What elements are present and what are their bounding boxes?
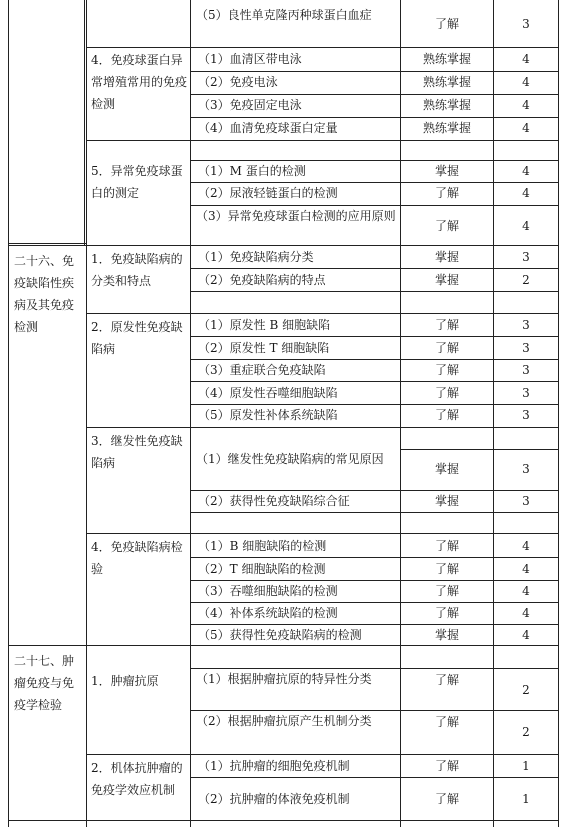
row-divider (190, 268, 559, 269)
column-divider (84, 0, 85, 245)
grade-text: 3 (522, 386, 530, 400)
level-text: 了解 (434, 562, 459, 576)
row-divider (190, 291, 559, 292)
column-divider (86, 0, 87, 827)
item-text: （2）T 细胞缺陷的检测 (198, 562, 326, 576)
item-text: （2）抗肿瘤的体液免疫机制 (198, 792, 350, 806)
grade-text: 2 (522, 273, 530, 287)
item-text: （1）根据肿瘤抗原的特异性分类 (196, 672, 372, 686)
column-divider (190, 0, 191, 827)
row-divider (190, 336, 559, 337)
level-text: 了解 (434, 673, 459, 687)
item-text: （1）继发性免疫缺陷病的常见原因 (196, 452, 384, 466)
grade-text: 4 (522, 98, 530, 112)
level-text: 了解 (434, 759, 459, 773)
item-text: （3）吞噬细胞缺陷的检测 (198, 584, 338, 598)
item-text: （2）免疫缺陷病的特点 (198, 273, 326, 287)
level-text: 了解 (434, 386, 459, 400)
item-text: （5）获得性免疫缺陷病的检测 (198, 628, 362, 642)
grade-text: 3 (522, 250, 530, 264)
unit-title: 1．肿瘤抗原 (91, 674, 159, 688)
grade-text: 3 (522, 494, 530, 508)
item-text: （2）获得性免疫缺陷综合征 (198, 494, 350, 508)
unit-title: 3．继发性免疫缺陷病 (91, 434, 183, 470)
item-text: （5）原发性补体系统缺陷 (198, 408, 338, 422)
section-title: 二十七、肿瘤免疫与免疫学检验 (14, 654, 75, 712)
item-text: （1）抗肿瘤的细胞免疫机制 (198, 759, 350, 773)
grade-text: 3 (522, 462, 530, 476)
section-divider (8, 645, 559, 646)
item-text: （2）原发性 T 细胞缺陷 (198, 341, 330, 355)
table-border-right (558, 0, 559, 827)
level-text: 掌握 (434, 628, 459, 642)
level-text: 掌握 (434, 494, 459, 508)
grade-text: 4 (522, 75, 530, 89)
item-text: （3）免疫固定电泳 (198, 98, 302, 112)
item-text: （2）根据肿瘤抗原产生机制分类 (196, 714, 372, 728)
unit-divider (86, 313, 559, 314)
level-text: 了解 (434, 341, 459, 355)
level-text: 掌握 (434, 462, 459, 476)
item-text: （1）M 蛋白的检测 (198, 164, 306, 178)
level-text: 熟练掌握 (422, 75, 471, 89)
grade-text: 1 (522, 759, 530, 773)
unit-title: 2．机体抗肿瘤的免疫学效应机制 (91, 761, 183, 797)
grade-text: 4 (522, 186, 530, 200)
item-text: （1）免疫缺陷病分类 (198, 250, 314, 264)
level-text: 了解 (434, 715, 459, 729)
section-title: 二十六、免疫缺陷性疾病及其免疫检测 (14, 254, 75, 334)
level-text: 掌握 (434, 250, 459, 264)
item-text: （1）血清区带电泳 (198, 52, 302, 66)
grade-text: 4 (522, 628, 530, 642)
level-text: 了解 (434, 408, 459, 422)
item-text: （5）良性单克隆丙种球蛋白血症 (196, 8, 372, 22)
item-text: （2）尿液轻链蛋白的检测 (198, 186, 338, 200)
unit-divider (86, 140, 559, 141)
level-text: 掌握 (434, 273, 459, 287)
level-text: 了解 (434, 539, 459, 553)
level-text: 了解 (434, 219, 459, 233)
item-text: （3）重症联合免疫缺陷 (198, 363, 326, 377)
grade-text: 2 (522, 725, 530, 739)
item-text: （1）原发性 B 细胞缺陷 (198, 318, 331, 332)
grade-text: 3 (522, 341, 530, 355)
table-border-left (8, 0, 9, 827)
row-divider (190, 777, 559, 778)
row-divider (190, 512, 559, 513)
grade-text: 4 (522, 562, 530, 576)
row-divider (400, 449, 559, 450)
item-text: （3）异常免疫球蛋白检测的应用原则 (196, 209, 396, 223)
grade-text: 4 (522, 584, 530, 598)
level-text: 了解 (434, 318, 459, 332)
section-divider (8, 243, 87, 244)
item-text: （2）免疫电泳 (198, 75, 278, 89)
row-divider (190, 381, 559, 382)
level-text: 了解 (434, 186, 459, 200)
grade-text: 3 (522, 363, 530, 377)
grade-text: 3 (522, 318, 530, 332)
grade-text: 4 (522, 121, 530, 135)
item-text: （4）补体系统缺陷的检测 (198, 606, 338, 620)
grade-text: 3 (522, 408, 530, 422)
level-text: 了解 (434, 792, 459, 806)
unit-divider (86, 427, 559, 428)
level-text: 掌握 (434, 164, 459, 178)
level-text: 熟练掌握 (422, 52, 471, 66)
level-text: 熟练掌握 (422, 98, 471, 112)
grade-text: 1 (522, 792, 530, 806)
unit-title: 1．免疫缺陷病的分类和特点 (91, 252, 183, 288)
level-text: 了解 (434, 363, 459, 377)
unit-divider (86, 754, 559, 755)
unit-title: 4．免疫球蛋白异常增殖常用的免疫检测 (91, 53, 188, 111)
section-divider (8, 245, 559, 246)
grade-text: 4 (522, 219, 530, 233)
table-border-bottom (8, 820, 559, 821)
unit-divider (86, 47, 559, 48)
unit-title: 5．异常免疫球蛋白的测定 (91, 164, 183, 200)
level-text: 了解 (434, 584, 459, 598)
unit-title: 2．原发性免疫缺陷病 (91, 320, 183, 356)
item-text: （4）血清免疫球蛋白定量 (198, 121, 338, 135)
level-text: 了解 (434, 17, 459, 31)
grade-text: 2 (522, 683, 530, 697)
unit-divider (86, 533, 559, 534)
item-text: （1）B 细胞缺陷的检测 (198, 539, 327, 553)
row-divider (190, 557, 559, 558)
grade-text: 4 (522, 539, 530, 553)
level-text: 熟练掌握 (422, 121, 471, 135)
grade-text: 4 (522, 606, 530, 620)
grade-text: 4 (522, 52, 530, 66)
item-text: （4）原发性吞噬细胞缺陷 (198, 386, 338, 400)
grade-text: 3 (522, 17, 530, 31)
unit-title: 4．免疫缺陷病检验 (91, 540, 183, 576)
grade-text: 4 (522, 164, 530, 178)
level-text: 了解 (434, 606, 459, 620)
